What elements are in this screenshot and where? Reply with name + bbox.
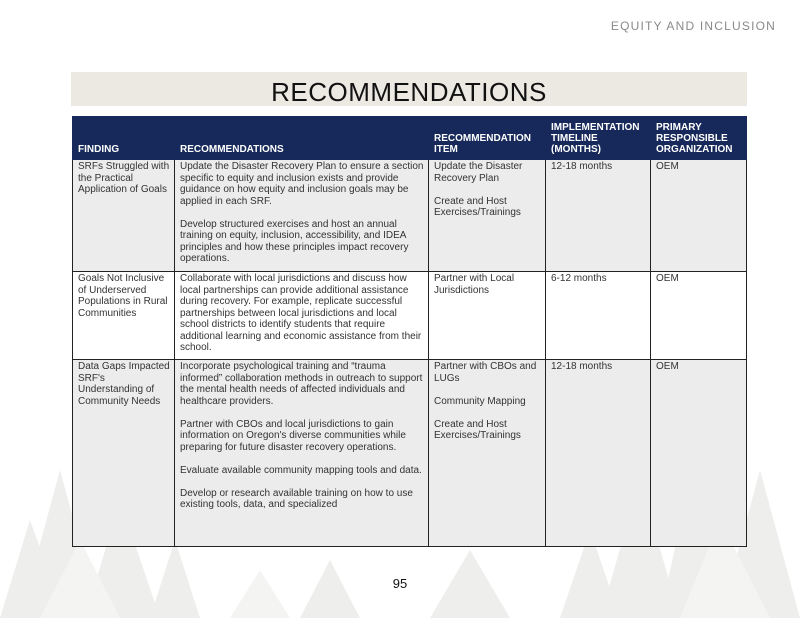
table-row [73, 160, 747, 272]
timeline-cell: 12-18 months [546, 360, 651, 547]
recommendation-text: Develop or research available training on how to use existing tools, data, and specialized [180, 487, 413, 510]
recommendation-item: Partner with CBOs and LUGs [434, 361, 537, 384]
recommendation-item: Community Mapping [434, 395, 526, 407]
title-bar [71, 72, 747, 106]
recommendations-cell [175, 360, 429, 547]
recommendation-text: Update the Disaster Recovery Plan to ensure a section specific to equity and inclusion exists and provide guidance on how equity and inclusion goals may be applied in each SRF. [180, 161, 424, 207]
page-number: 95 [392, 576, 408, 591]
timeline-cell: 12-18 months [546, 160, 651, 272]
column-header-organization: PRIMARY RESPONSIBLE ORGANIZATION [651, 117, 747, 160]
finding-cell: Data Gaps Impacted SRF's Understanding of Community Needs [73, 360, 175, 547]
recommendation-text: Incorporate psychological training and “trauma informed” collaboration methods in outreach to support the mental health needs of affected individuals and healthcare providers. [180, 361, 423, 407]
recommendation-text: Develop structured exercises and host an annual training on equity, inclusion, accessibility, and IDEA principles and how these principles impact recovery operations. [180, 218, 409, 264]
timeline-cell: 6-12 months [546, 272, 651, 360]
recommendation-item-cell [429, 160, 546, 272]
column-header-finding: FINDING [73, 117, 175, 160]
recommendation-text: Collaborate with local jurisdictions and discuss how local partnerships can provide additional assistance during recovery. For example, replicate successful partnerships between local jurisdictions and local school districts to identify students that require additional learning and economic assistance from their school. [180, 273, 422, 353]
organization-cell: OEM [651, 272, 747, 360]
table-header-row [73, 117, 747, 160]
recommendations-cell [175, 272, 429, 360]
recommendations-cell [175, 160, 429, 272]
recommendation-item-cell [429, 360, 546, 547]
recommendation-item: Create and Host Exercises/Trainings [434, 195, 521, 218]
section-label: EQUITY AND INCLUSION [610, 19, 776, 33]
column-header-recommendation-item: RECOMMENDATION ITEM [429, 117, 546, 160]
recommendation-text: Partner with CBOs and local jurisdictions to gain information on Oregon's diverse communities while preparing for future disaster recovery operations. [180, 418, 406, 453]
column-header-timeline: IMPLEMENTATION TIMELINE (MONTHS) [546, 117, 651, 160]
recommendations-table [72, 116, 747, 547]
recommendation-item: Partner with Local Jurisdictions [434, 273, 515, 296]
table-row [73, 272, 747, 360]
table-row [73, 360, 747, 547]
column-header-recommendations: RECOMMENDATIONS [175, 117, 429, 160]
recommendation-item-cell [429, 272, 546, 360]
organization-cell: OEM [651, 360, 747, 547]
finding-cell: SRFs Struggled with the Practical Application of Goals [73, 160, 175, 272]
recommendation-text: Evaluate available community mapping tools and data. [180, 464, 422, 476]
page-title: RECOMMENDATIONS [271, 77, 547, 107]
organization-cell: OEM [651, 160, 747, 272]
recommendation-item: Update the Disaster Recovery Plan [434, 161, 523, 184]
recommendation-item: Create and Host Exercises/Trainings [434, 418, 521, 441]
finding-cell: Goals Not Inclusive of Underserved Populations in Rural Communities [73, 272, 175, 360]
